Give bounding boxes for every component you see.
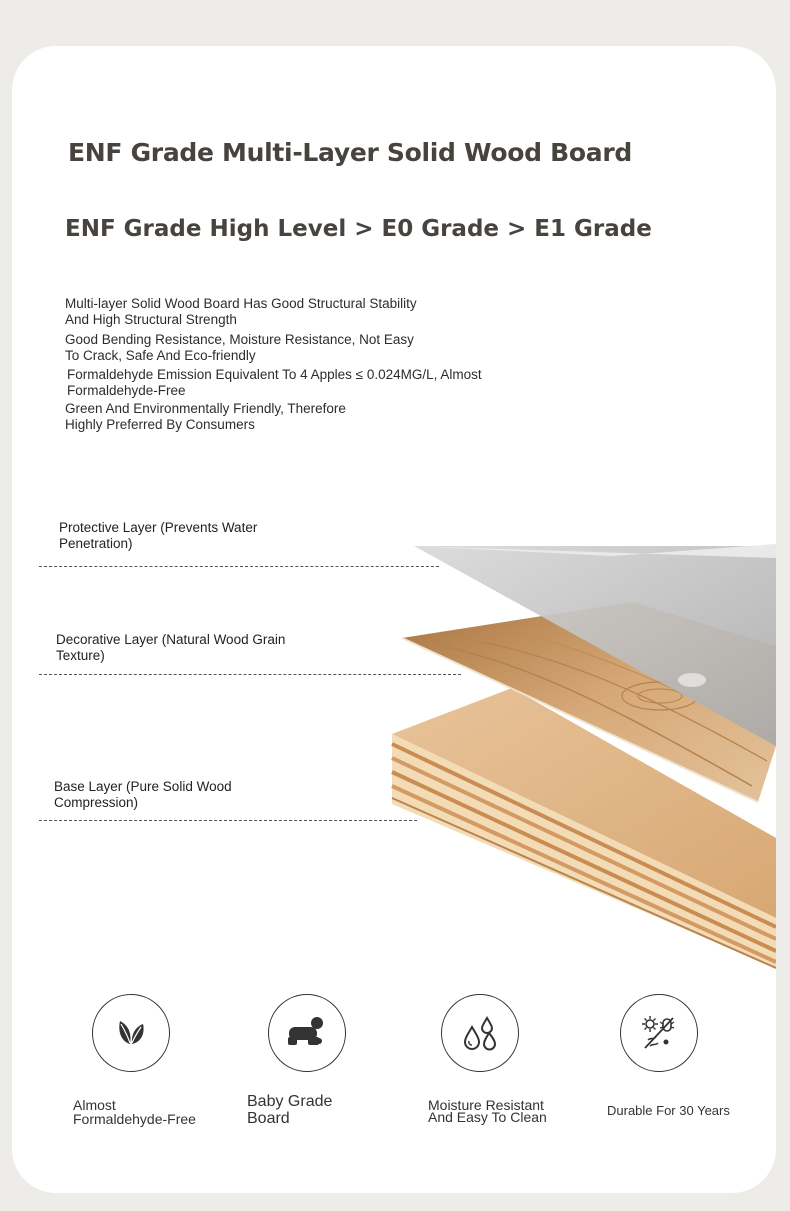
feature-line: Formaldehyde-Free bbox=[67, 382, 186, 398]
protective-layer-label bbox=[59, 520, 257, 551]
icon-label-line: Baby Grade bbox=[247, 1093, 333, 1110]
icon-label-line: And Easy To Clean bbox=[428, 1109, 547, 1125]
layer-line: Protective Layer (Prevents Water bbox=[59, 520, 258, 535]
feature-line: Highly Preferred By Consumers bbox=[65, 416, 255, 432]
base-layer-label bbox=[54, 779, 232, 810]
feature-line: And High Structural Strength bbox=[65, 311, 237, 327]
durable-icon bbox=[620, 994, 698, 1072]
icon-label bbox=[607, 1104, 730, 1118]
icon-label bbox=[428, 1099, 547, 1123]
icon-label-line: Formaldehyde-Free bbox=[73, 1111, 196, 1127]
feature-line: Green And Environmentally Friendly, Therefore bbox=[65, 401, 346, 416]
feature-line: Good Bending Resistance, Moisture Resistance, Not Easy bbox=[65, 332, 414, 347]
water-drops-icon bbox=[441, 994, 519, 1072]
baby-icon bbox=[268, 994, 346, 1072]
layer-line: Penetration) bbox=[59, 535, 133, 551]
icon-label bbox=[247, 1093, 332, 1127]
feature-line: Multi-layer Solid Wood Board Has Good Structural Stability bbox=[65, 296, 417, 311]
layer-line: Compression) bbox=[54, 794, 139, 810]
grade-comparison: ENF Grade High Level > E0 Grade > E1 Grade bbox=[65, 216, 652, 242]
decorative-layer-label bbox=[56, 632, 285, 663]
product-card bbox=[12, 46, 776, 1193]
layer-line: Texture) bbox=[56, 647, 105, 663]
icon-label bbox=[73, 1098, 196, 1126]
layer-line: Base Layer (Pure Solid Wood bbox=[54, 779, 232, 794]
icon-label-line: Almost bbox=[73, 1097, 116, 1113]
icon-label-line: Board bbox=[247, 1110, 290, 1127]
feature-line: Formaldehyde Emission Equivalent To 4 Apples ≤ 0.024MG/L, Almost bbox=[67, 367, 482, 382]
icon-label-line: Moisture Resistant bbox=[428, 1097, 544, 1113]
feature-line: To Crack, Safe And Eco-friendly bbox=[65, 347, 256, 363]
protective-layer-divider bbox=[39, 566, 439, 567]
page-title: ENF Grade Multi-Layer Solid Wood Board bbox=[68, 138, 632, 167]
layer-line: Decorative Layer (Natural Wood Grain bbox=[56, 632, 286, 647]
decorative-layer-divider bbox=[39, 674, 461, 675]
leaf-icon bbox=[92, 994, 170, 1072]
icon-label-line: Durable For 30 Years bbox=[607, 1103, 730, 1118]
base-layer-divider bbox=[39, 820, 417, 821]
